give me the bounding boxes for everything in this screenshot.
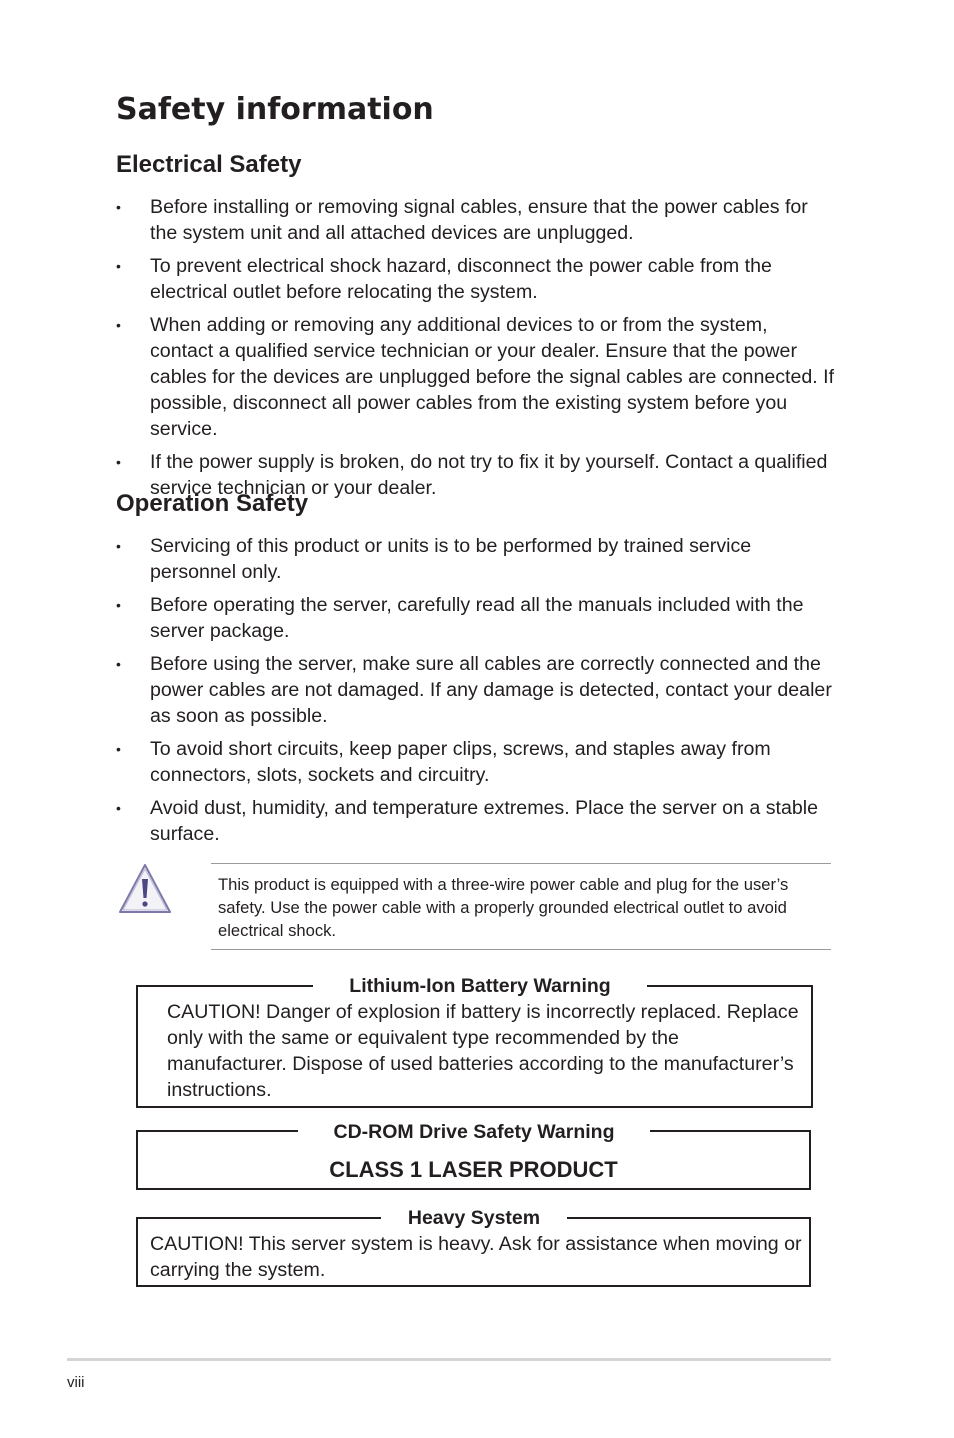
list-item: [116, 194, 836, 246]
electrical-safety-heading: Electrical Safety: [116, 151, 302, 178]
cdrom-warning-title: CD-ROM Drive Safety Warning: [298, 1120, 650, 1144]
note-bottom-rule: [211, 949, 831, 950]
list-item: [116, 736, 836, 788]
bullet: •: [116, 538, 121, 554]
warning-icon: [117, 862, 173, 916]
footer-rule: [67, 1358, 831, 1361]
heavy-system-title: Heavy System: [381, 1206, 567, 1230]
bullet: •: [116, 800, 121, 816]
page-number: viii: [67, 1374, 85, 1391]
cdrom-warning-text: CLASS 1 LASER PRODUCT: [329, 1157, 618, 1182]
list-item-text: Avoid dust, humidity, and temperature extremes. Place the server on a stable surface.: [150, 797, 818, 845]
list-item: [116, 312, 836, 442]
list-item-text: Before using the server, make sure all cables are correctly connected and the power cables are not damaged. If any damage is detected, contact your dealer as soon as possible.: [150, 653, 832, 727]
list-item-text: When adding or removing any additional devices to or from the system, contact a qualified service technician or your dealer. Ensure that the power cables for the devices are unplugged before the signal cables are connected. If possible, disconnect all power cables from the existing system before you service.: [150, 314, 835, 440]
bullet: •: [116, 656, 121, 672]
battery-warning-text: CAUTION! Danger of explosion if battery is incorrectly replaced. Replace only with the same or equivalent type recommended by the manufacturer. Dispose of used batteries according to the manufacturer’s instructions.: [167, 1001, 799, 1101]
bullet: •: [116, 741, 121, 757]
operation-safety-list: [116, 533, 836, 854]
heavy-system-text: CAUTION! This server system is heavy. Ask for assistance when moving or carrying the system.: [150, 1233, 802, 1281]
list-item-text: To prevent electrical shock hazard, disconnect the power cable from the electrical outlet before relocating the system.: [150, 255, 772, 303]
bullet: •: [116, 454, 121, 470]
page-title: Safety information: [116, 92, 434, 127]
note-top-rule: [211, 863, 831, 864]
list-item: [116, 651, 836, 729]
bullet: •: [116, 258, 121, 274]
bullet: •: [116, 199, 121, 215]
note-text: This product is equipped with a three-wire power cable and plug for the user’s safety. Use the power cable with a properly grounded electrical outlet to avoid electrical shock.: [218, 875, 789, 940]
list-item-text: Servicing of this product or units is to be performed by trained service personnel only.: [150, 535, 752, 583]
bullet: •: [116, 597, 121, 613]
electrical-safety-list: [116, 194, 836, 508]
operation-safety-heading: Operation Safety: [116, 490, 309, 517]
list-item: [116, 795, 836, 847]
list-item: [116, 592, 836, 644]
battery-warning-title: Lithium-Ion Battery Warning: [313, 974, 647, 998]
list-item-text: If the power supply is broken, do not try to fix it by yourself. Contact a qualified service technician or your dealer.: [150, 451, 828, 499]
bullet: •: [116, 317, 121, 333]
list-item: [116, 533, 836, 585]
list-item-text: Before installing or removing signal cables, ensure that the power cables for the system unit and all attached devices are unplugged.: [150, 196, 808, 244]
list-item: [116, 253, 836, 305]
list-item-text: Before operating the server, carefully read all the manuals included with the server package.: [150, 594, 804, 642]
list-item-text: To avoid short circuits, keep paper clips, screws, and staples away from connectors, slots, sockets and circuitry.: [150, 738, 771, 786]
